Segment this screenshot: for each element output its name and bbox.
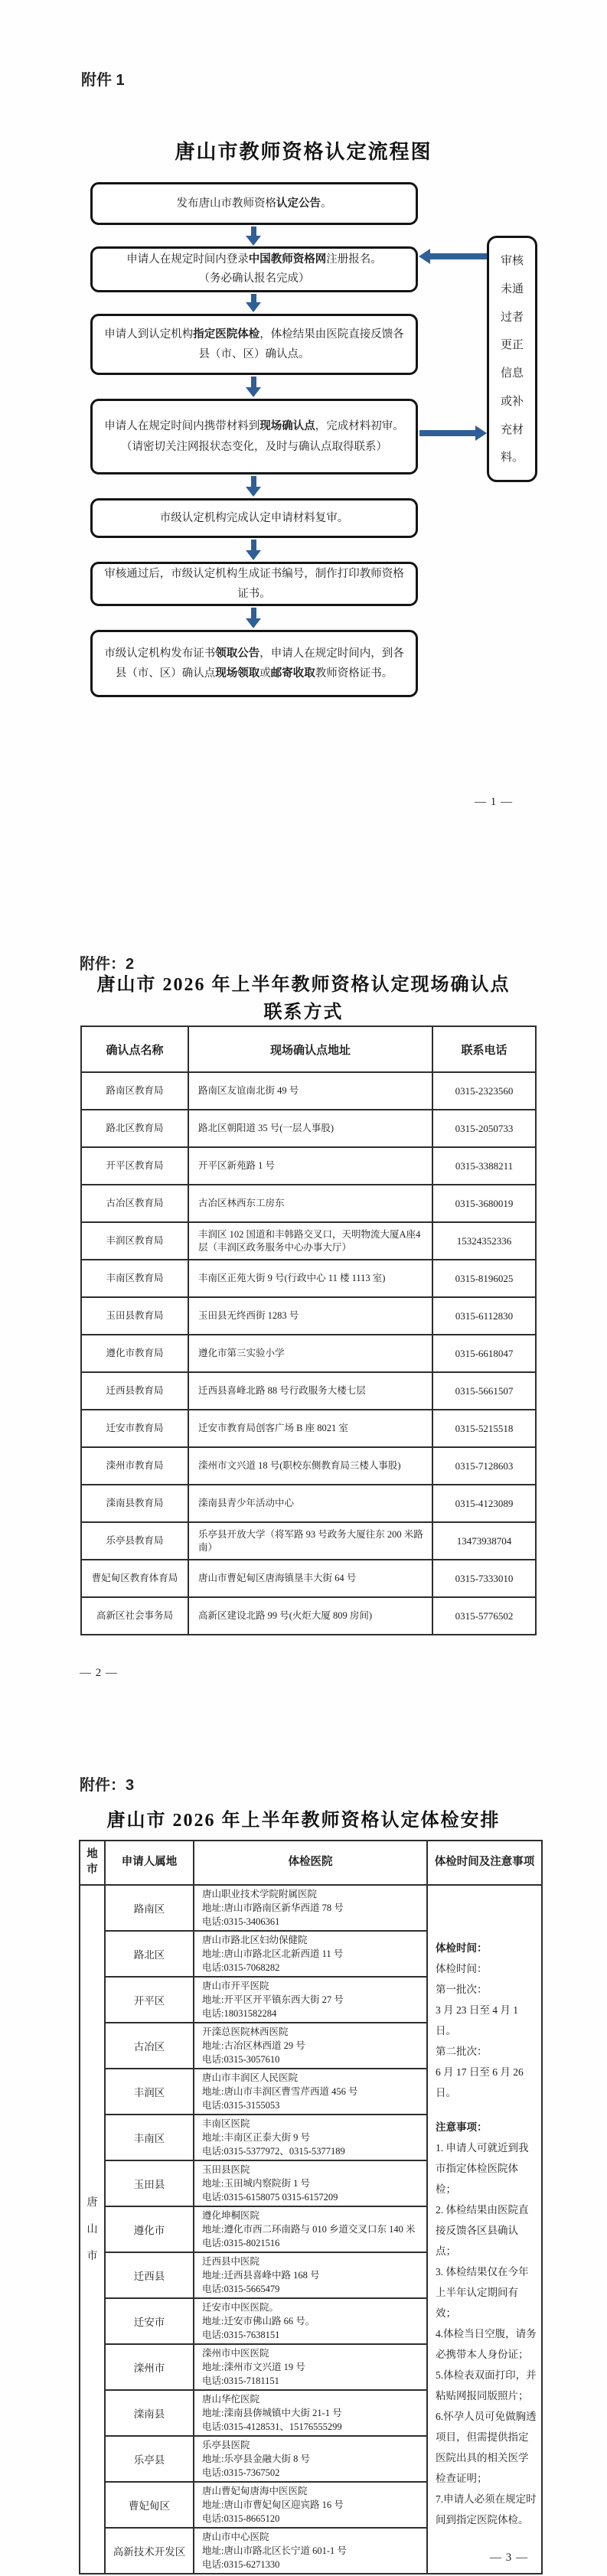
cell-confirmation-point-address: 丰润区 102 国道和丰韩路交叉口，天明物流大厦A座4层（丰润区政务服务中心办事大厅） — [188, 1222, 432, 1260]
flow-box-text — [103, 644, 405, 683]
hospital-line: 电话:0315-8665120 — [202, 2513, 280, 2524]
cell-exam-hospital — [194, 2436, 427, 2482]
cell-exam-hospital — [194, 2069, 427, 2115]
cell-confirmation-point-address: 玉田县无终西街 1283 号 — [188, 1297, 432, 1335]
table-header-row — [81, 1026, 536, 1072]
header-confirmation-point-name: 确认点名称 — [81, 1026, 188, 1072]
hospital-line: 唐山市开平医院 — [202, 1981, 269, 1991]
flowchart-title: 唐山市教师资格认定流程图 — [175, 140, 432, 163]
header-exam-time-notes: 体检时间及注意事项 — [427, 1841, 542, 1885]
cell-applicant-district: 滦南县 — [105, 2390, 194, 2436]
flow-side-box-review-failed — [487, 236, 537, 482]
hospital-line: 开滦总医院林西医院 — [202, 2027, 289, 2037]
hospital-line: 地址:唐山市丰润区曹雪芹西道 456 号 — [202, 2086, 358, 2097]
cell-contact-phone: 0315-4123089 — [432, 1485, 536, 1522]
confirmation-point-row — [81, 1485, 536, 1522]
text-segment: 现场领取 — [215, 667, 260, 680]
hospital-line: 迁安市中医医院。 — [202, 2302, 279, 2313]
cell-confirmation-point-address: 路北区朝阳道 35 号(一层人事股) — [188, 1110, 432, 1147]
confirmation-point-row — [81, 1260, 536, 1297]
confirmation-point-row — [81, 1560, 536, 1597]
cell-confirmation-point-name: 迁西县教育局 — [81, 1372, 188, 1410]
cell-confirmation-point-address: 乐亭县开放大学（将军路 93 号政务大厦往东 200 米路南） — [188, 1522, 432, 1560]
cell-contact-phone: 0315-6618047 — [432, 1335, 536, 1372]
cell-contact-phone: 15324352336 — [432, 1222, 536, 1260]
note-line: 2. 体检结果由医院直接反馈各区县确认点； — [436, 2204, 529, 2257]
confirmation-point-row — [81, 1222, 536, 1260]
table-header-row — [80, 1841, 542, 1885]
text-segment: （请密切关注网报状态变化，及时与确认点取得联系） — [121, 440, 387, 453]
text-segment: 。 — [321, 197, 332, 210]
hospital-line: 唐山华佗医院 — [202, 2394, 260, 2405]
cell-confirmation-point-address: 迁西县喜峰北路 88 号行政服务大楼七层 — [188, 1372, 432, 1410]
cell-applicant-district: 路北区 — [105, 1931, 194, 1977]
header-confirmation-point-address: 现场确认点地址 — [188, 1026, 432, 1072]
cell-exam-time-notes-merged — [427, 1885, 542, 2574]
hospital-line: 地址:唐山市路南区新华西道 78 号 — [202, 1903, 344, 1913]
hospital-line: 唐山市中心医院 — [202, 2532, 269, 2542]
cell-exam-hospital — [194, 1931, 427, 1977]
cell-exam-hospital — [194, 2344, 427, 2390]
confirmation-point-row — [81, 1447, 536, 1485]
hospital-line: 电话:0315-3406361 — [202, 1916, 280, 1927]
cell-applicant-district: 曹妃甸区 — [105, 2482, 194, 2528]
cell-contact-phone: 0315-2050733 — [432, 1110, 536, 1147]
cell-applicant-district: 路南区 — [105, 1885, 194, 1931]
attachment-2-label: 附件：2 — [80, 956, 135, 973]
cell-contact-phone: 0315-7333010 — [432, 1560, 536, 1597]
cell-exam-hospital — [194, 1977, 427, 2023]
hospital-line: 唐山职业技术学院附属医院 — [202, 1889, 318, 1899]
down-arrow-icon — [251, 227, 256, 236]
text-segment: 市级认定机构发布证书 — [104, 647, 216, 660]
text-segment: ，申请人在规定时间内，到各县（市、区）确认点 — [115, 647, 404, 680]
cell-confirmation-point-name: 高新区社会事务局 — [81, 1597, 188, 1635]
cell-confirmation-point-address: 唐山市曹妃甸区唐海镇垦丰大街 64 号 — [188, 1560, 432, 1597]
flow-box-text — [104, 416, 404, 456]
hospital-line: 电话:0315-6271330 — [202, 2559, 280, 2570]
right-arrow-icon — [419, 430, 475, 436]
cell-confirmation-point-address: 路南区友谊南北街 49 号 — [188, 1072, 432, 1110]
cell-confirmation-point-address: 丰南区正苑大街 9 号(行政中心 11 楼 1113 室) — [188, 1260, 432, 1297]
contact-table-title-line1: 唐山市 2026 年上半年教师资格认定现场确认点 — [96, 975, 511, 995]
cell-contact-phone: 0315-5661507 — [432, 1372, 536, 1410]
hospital-line: 地址:滦州市文兴道 19 号 — [202, 2362, 305, 2372]
hospital-line: 地址:古冶区林西道 29 号 — [202, 2040, 305, 2051]
cell-applicant-district: 开平区 — [105, 1977, 194, 2023]
note-line: 第一批次： — [436, 1984, 488, 1995]
text-segment: 注册报名。 — [326, 253, 382, 266]
note-line: 3 月 23 日至 4 月 1 日。 — [436, 2004, 518, 2036]
hospital-line: 遵化坤桐医院 — [202, 2210, 260, 2221]
text-segment: 邮寄收取 — [270, 667, 315, 680]
flow-step-publish-announcement — [90, 182, 418, 225]
confirmation-point-row — [81, 1335, 536, 1372]
cell-applicant-district: 高新技术开发区 — [105, 2528, 194, 2574]
flow-step-municipal-review — [90, 498, 418, 538]
cell-confirmation-point-address: 开平区新苑路 1 号 — [188, 1147, 432, 1185]
city-vertical-text: 唐山市 — [86, 2196, 98, 2262]
text-segment: 现场确认点 — [259, 420, 315, 433]
confirmation-point-row — [81, 1410, 536, 1447]
hospital-line: 玉田县医院 — [202, 2164, 250, 2175]
hospital-line: 电话:0315-3057610 — [202, 2054, 280, 2065]
text-segment: 指定医院体检 — [193, 328, 260, 341]
note-line: 体检时间： — [436, 1963, 488, 1974]
cell-applicant-district: 丰润区 — [105, 2069, 194, 2115]
cell-contact-phone: 0315-3388211 — [432, 1147, 536, 1185]
side-box-text: 审核未通过者更正信息或补充材料。 — [500, 255, 524, 465]
note-line: 5.体检表双面打印，并粘贴网报同版照片； — [436, 2369, 537, 2402]
flow-step-medical-exam — [90, 314, 418, 375]
hospital-line: 唐山市路北区妇幼保健院 — [202, 1935, 308, 1945]
flow-step-certificate-printing — [90, 562, 418, 606]
note-line: 第二批次： — [436, 2046, 488, 2057]
text-segment: 中国教师资格网 — [248, 253, 327, 266]
hospital-line: 电话:0315-5377972、0315-5377189 — [202, 2146, 345, 2157]
down-arrow-icon — [251, 377, 256, 387]
cell-applicant-district: 古冶区 — [105, 2023, 194, 2069]
cell-confirmation-point-name: 开平区教育局 — [81, 1147, 188, 1185]
text-segment: 发布唐山市教师资格 — [176, 197, 276, 210]
physical-exam-table — [79, 1840, 543, 2574]
confirmation-point-row — [81, 1372, 536, 1410]
cell-exam-hospital — [194, 2528, 427, 2574]
note-line: 注意事项： — [436, 2121, 488, 2133]
page-number-3: — 3 — — [490, 2552, 528, 2564]
hospital-line: 电话:0315-6158075 0315-6157209 — [202, 2192, 338, 2203]
cell-confirmation-point-address: 古冶区林西东工房东 — [188, 1185, 432, 1222]
cell-city-merged — [80, 1885, 105, 2574]
cell-applicant-district: 滦州市 — [105, 2344, 194, 2390]
cell-exam-hospital — [194, 2160, 427, 2206]
cell-applicant-district: 玉田县 — [105, 2160, 194, 2206]
cell-confirmation-point-name: 玉田县教育局 — [81, 1297, 188, 1335]
left-arrow-icon — [430, 253, 487, 259]
contact-table-title-line2: 联系方式 — [263, 1003, 344, 1022]
cell-confirmation-point-address: 滦州市文兴道 18 号(职校东侧教育局三楼人事股) — [188, 1447, 432, 1485]
down-arrow-icon — [251, 294, 256, 302]
text-segment: ，完成材料初审。 — [315, 420, 404, 433]
cell-applicant-district: 迁西县 — [105, 2252, 194, 2298]
flow-step-online-registration — [90, 246, 418, 292]
cell-exam-hospital — [194, 2023, 427, 2069]
hospital-line: 滦州市中医医院 — [202, 2348, 269, 2359]
down-arrow-icon — [251, 476, 256, 487]
cell-confirmation-point-address: 高新区建设北路 99 号(火炬大厦 809 房间) — [188, 1597, 432, 1635]
hospital-line: 地址:滦南县倴城镇中大街 21-1 号 — [202, 2408, 342, 2418]
cell-contact-phone: 0315-7128603 — [432, 1447, 536, 1485]
hospital-line: 地址:迁安市佛山路 66 号。 — [202, 2316, 315, 2327]
text-segment: ，体检结果由医院直接反馈各县（市、区）确认点。 — [198, 328, 404, 360]
attachment-1-label: 附件 1 — [81, 72, 125, 89]
physical-exam-body — [80, 1885, 542, 2574]
cell-exam-hospital — [194, 2115, 427, 2160]
text-segment: 申请人到认定机构 — [104, 328, 194, 341]
cell-confirmation-point-name: 丰润区教育局 — [81, 1222, 188, 1260]
cell-exam-hospital — [194, 2298, 427, 2344]
cell-exam-hospital — [194, 2206, 427, 2252]
flow-box-text — [177, 194, 332, 214]
hospital-line: 电话:0315-7367502 — [202, 2467, 280, 2478]
attachment-3-label: 附件：3 — [80, 1777, 135, 1794]
text-segment: 申请人在规定时间内登录 — [126, 253, 249, 266]
cell-exam-hospital — [194, 2252, 427, 2298]
hospital-line: 地址:唐山市曹妃甸区迎宾路 16 号 — [202, 2499, 344, 2510]
note-line: 4.体检当日空腹，请务必携带本人身份证； — [436, 2328, 537, 2360]
hospital-line: 电话:0315-7068282 — [202, 1962, 280, 1973]
cell-confirmation-point-name: 乐亭县教育局 — [81, 1522, 188, 1560]
text-segment: 审核通过后，市级认定机构生成证书编号，制作打印教师资格证书。 — [104, 567, 404, 600]
flow-box-text — [160, 508, 349, 528]
header-contact-phone: 联系电话 — [432, 1026, 536, 1072]
confirmation-point-row — [81, 1110, 536, 1147]
confirmation-point-row — [81, 1147, 536, 1185]
note-line: 1. 申请人可就近到我市指定体检医院体检； — [436, 2142, 529, 2195]
hospital-line: 电话:0315-5665479 — [202, 2284, 280, 2294]
cell-contact-phone: 0315-5776502 — [432, 1597, 536, 1635]
confirmation-points-table — [80, 1026, 537, 1635]
cell-confirmation-point-name: 曹妃甸区教育体育局 — [81, 1560, 188, 1597]
cell-confirmation-point-name: 路南区教育局 — [81, 1072, 188, 1110]
note-line: 7.申请人必须在规定时间到指定医院体检。 — [436, 2493, 537, 2525]
text-segment: （务必确认报名完成） — [198, 272, 310, 285]
hospital-line: 电话:0315-7181151 — [202, 2375, 279, 2386]
cell-confirmation-point-name: 丰南区教育局 — [81, 1260, 188, 1297]
cell-contact-phone: 0315-3680019 — [432, 1185, 536, 1222]
cell-applicant-district: 遵化市 — [105, 2206, 194, 2252]
flow-box-text — [126, 250, 382, 288]
hospital-line: 地址:迁西县喜峰中路 168 号 — [202, 2270, 320, 2281]
text-segment: 市级认定机构完成认定申请材料复审。 — [159, 511, 349, 524]
hospital-line: 乐亭县医院 — [202, 2440, 250, 2450]
flow-step-certificate-collection — [90, 630, 418, 697]
hospital-line: 电话:18031582284 — [202, 2008, 277, 2019]
hospital-line: 地址:遵化市西二环南路与 010 乡道交叉口东 140 米 — [202, 2224, 416, 2235]
cell-confirmation-point-name: 路北区教育局 — [81, 1110, 188, 1147]
note-line: 体检时间： — [436, 1942, 488, 1954]
physical-exam-row — [80, 1885, 542, 1931]
hospital-line: 地址:唐山市路北区北新西道 11 号 — [202, 1948, 344, 1959]
text-segment: 申请人在规定时间内携带材料到 — [104, 420, 260, 433]
text-segment: 或 — [259, 667, 271, 680]
cell-contact-phone: 0315-5215518 — [432, 1410, 536, 1447]
cell-confirmation-point-name: 滦南县教育局 — [81, 1485, 188, 1522]
text-segment: 认定公告 — [276, 197, 321, 210]
note-line: 6 月 17 日至 6 月 26 日。 — [436, 2066, 524, 2098]
confirmation-point-row — [81, 1597, 536, 1635]
text-segment: 教师资格证书。 — [315, 667, 393, 680]
flow-step-onsite-confirmation — [90, 399, 418, 474]
cell-exam-hospital — [194, 2482, 427, 2528]
cell-exam-hospital — [194, 2390, 427, 2436]
confirmation-point-row — [81, 1185, 536, 1222]
exam-table-title: 唐山市 2026 年上半年教师资格认定体检安排 — [106, 1811, 501, 1831]
cell-applicant-district: 丰南区 — [105, 2115, 194, 2160]
down-arrow-icon — [251, 540, 256, 550]
page-number-2: — 2 — — [80, 1667, 118, 1679]
cell-confirmation-point-name: 遵化市教育局 — [81, 1335, 188, 1372]
page-number-1: — 1 — — [475, 796, 513, 808]
cell-confirmation-point-address: 滦南县青少年活动中心 — [188, 1485, 432, 1522]
cell-confirmation-point-address: 遵化市第三实验小学 — [188, 1335, 432, 1372]
cell-confirmation-point-name: 滦州市教育局 — [81, 1447, 188, 1485]
cell-exam-hospital — [194, 1885, 427, 1931]
hospital-line: 地址:开平区开平镇东西大街 27 号 — [202, 1994, 344, 2005]
header-city: 地市 — [80, 1841, 105, 1885]
hospital-line: 电话:0315-3155053 — [202, 2100, 280, 2111]
cell-contact-phone: 0315-8196025 — [432, 1260, 536, 1297]
header-applicant-district: 申请人属地 — [105, 1841, 194, 1885]
cell-confirmation-point-name: 迁安市教育局 — [81, 1410, 188, 1447]
confirmation-points-body — [81, 1072, 536, 1635]
hospital-line: 电话:0315-8021516 — [202, 2238, 280, 2248]
cell-contact-phone: 13473938704 — [432, 1522, 536, 1560]
cell-confirmation-point-address: 迁安市教育局创客广场 B 座 8021 室 — [188, 1410, 432, 1447]
text-segment: 领取公告 — [215, 647, 260, 660]
hospital-line: 唐山曹妃甸唐海中医医院 — [202, 2486, 308, 2496]
down-arrow-icon — [251, 608, 256, 618]
confirmation-point-row — [81, 1297, 536, 1335]
cell-contact-phone: 0315-6112830 — [432, 1297, 536, 1335]
note-line: 3. 体检结果仅在今年上半年认定期间有效； — [436, 2266, 529, 2319]
hospital-line: 迁西县中医院 — [202, 2256, 260, 2267]
confirmation-point-row — [81, 1522, 536, 1560]
cell-confirmation-point-name: 古冶区教育局 — [81, 1185, 188, 1222]
hospital-line: 唐山市丰润区人民医院 — [202, 2072, 299, 2083]
cell-contact-phone: 0315-2323560 — [432, 1072, 536, 1110]
hospital-line: 地址:丰南区正泰大街 9 号 — [202, 2132, 310, 2143]
hospital-line: 电话:0315-7638151 — [202, 2330, 280, 2340]
hospital-line: 地址:唐山市路北区长宁道 601-1 号 — [202, 2545, 347, 2556]
hospital-line: 丰南区医院 — [202, 2118, 250, 2129]
hospital-line: 电话:0315-4128531、15176555299 — [202, 2421, 342, 2432]
note-line: 6.怀孕人员可免做胸透项目，但需提供指定医院出具的相关医学检查证明； — [436, 2411, 537, 2484]
flow-box-text — [103, 324, 405, 364]
header-exam-hospital: 体检医院 — [194, 1841, 427, 1885]
flow-box-text — [103, 564, 405, 604]
cell-applicant-district: 乐亭县 — [105, 2436, 194, 2482]
cell-applicant-district: 迁安市 — [105, 2298, 194, 2344]
confirmation-point-row — [81, 1072, 536, 1110]
hospital-line: 地址:乐亭县金融大街 8 号 — [202, 2454, 310, 2464]
hospital-line: 地址:玉田城内察院街 1 号 — [202, 2178, 310, 2189]
